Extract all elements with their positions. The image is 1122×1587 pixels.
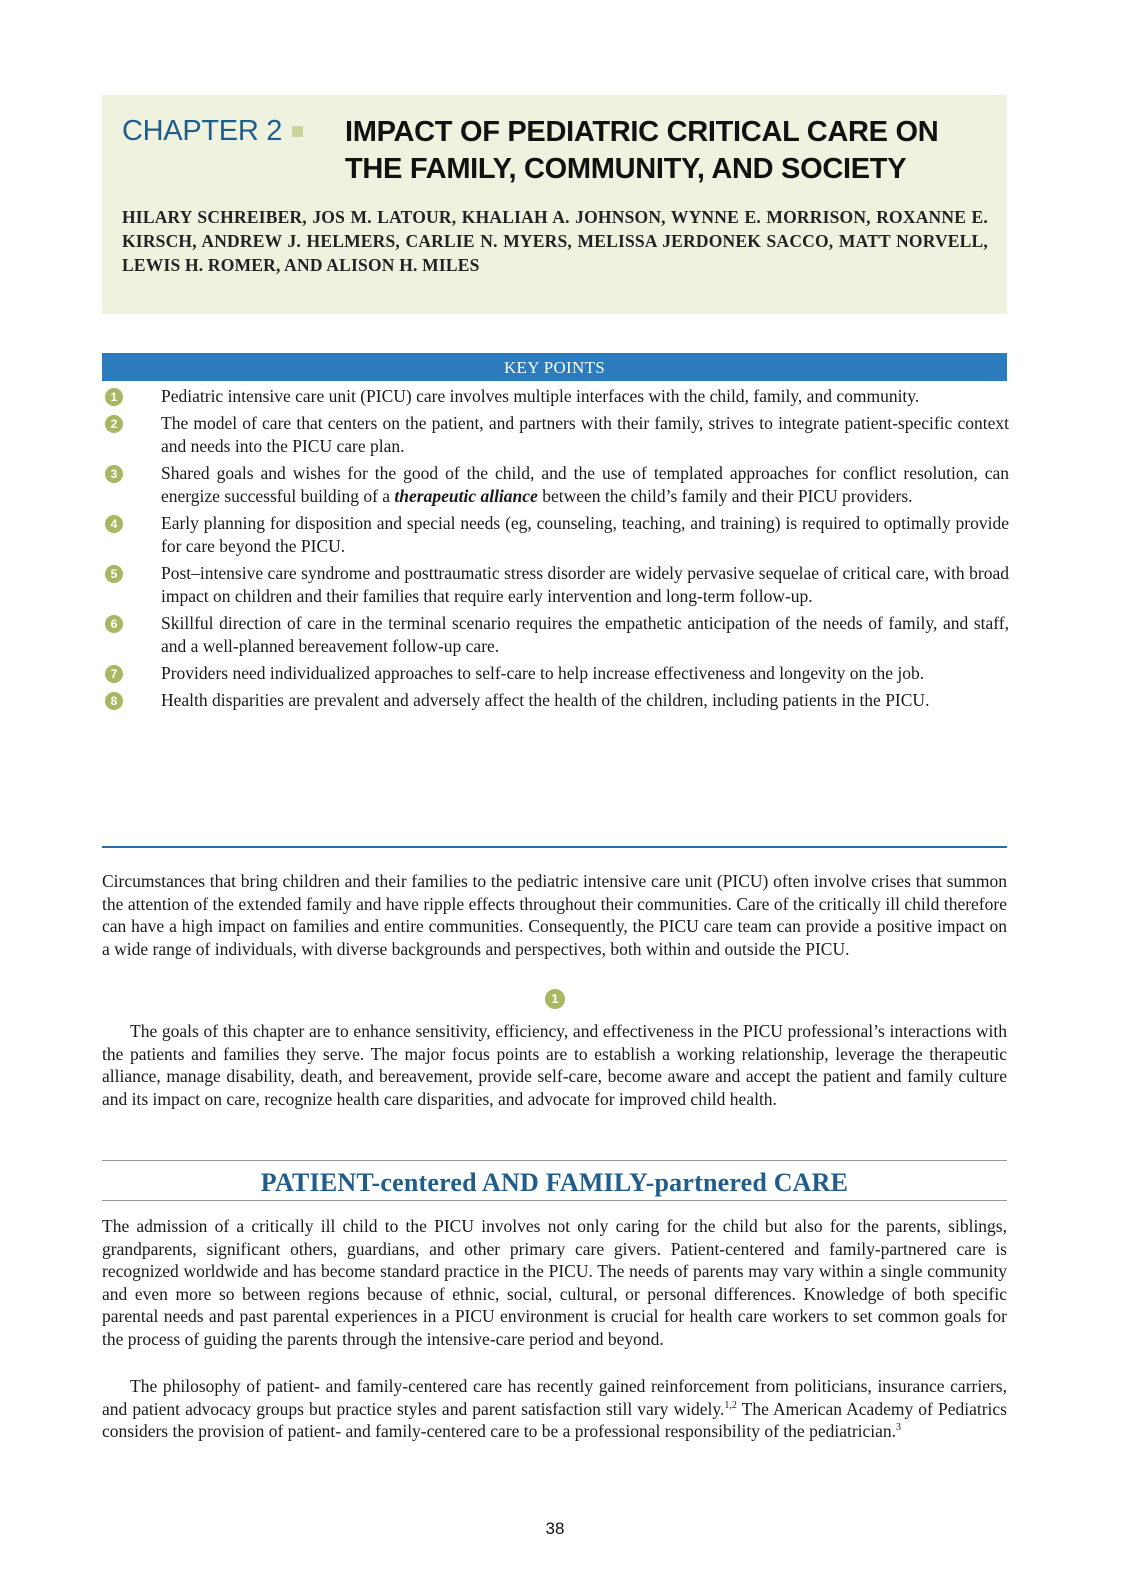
key-point-item (102, 412, 1009, 458)
chapter-header (102, 95, 1007, 314)
key-points-list (102, 385, 1009, 716)
key-point-item (102, 662, 1009, 685)
key-point-item (102, 462, 1009, 508)
key-point-text: Skillful direction of care in the terminal scenario requires the empathetic anticipation of the needs of family, and staff, and a well-planned bereavement follow-up care. (161, 613, 1009, 656)
number-badge-icon: 8 (105, 692, 123, 710)
section-heading: PATIENT-centered AND FAMILY-partnered CARE (260, 1168, 849, 1197)
number-badge-icon: 3 (105, 465, 123, 483)
key-point-item (102, 512, 1009, 558)
philosophy-paragraph (102, 1375, 1007, 1443)
key-point-text: The model of care that centers on the patient, and partners with their family, strives to integrate patient-specific context and needs into the PICU care plan. (161, 413, 1009, 456)
paragraph-text: The philosophy of patient- and family-centered care has recently gained reinforcement from politicians, insurance carriers, and patient advocacy groups but practice styles and parent satisfaction still vary widely. (102, 1376, 1007, 1419)
key-point-text: Shared goals and wishes for the good of the child, and the use of templated approaches for conflict resolution, can energize successful building of a (161, 463, 1009, 506)
key-point-text: Pediatric intensive care unit (PICU) care involves multiple interfaces with the child, family, and community. (161, 386, 920, 406)
section-paragraph: The admission of a critically ill child to the PICU involves not only caring for the child but also for the parents, siblings, grandparents, significant others, guardians, and other primary care givers. Patient-centered and family-partnered care is recognized worldwide and has become standard practice in the PICU. The needs of parents may vary within a single community and even more so between regions because of ethnic, social, cultural, or personal differences. Knowledge of both specific parental needs and past parental experiences in a PICU environment is crucial for health care workers to set common goals for the process of guiding the parents through the intensive-care period and beyond. (102, 1216, 1007, 1349)
section-rule-bottom (102, 1200, 1007, 1201)
number-badge-icon: 6 (105, 615, 123, 633)
number-badge-icon: 1 (105, 388, 123, 406)
author-list: HILARY SCHREIBER, JOS M. LATOUR, KHALIAH A. JOHNSON, WYNNE E. MORRISON, ROXANNE E. KIRSCH, ANDREW J. HELMERS, CARLIE N. MYERS, MELISSA JERDONEK SACCO, MATT NORVELL, LEWIS H. ROMER, AND ALISON H. MILES (122, 207, 988, 275)
key-point-item (102, 689, 1009, 712)
number-badge-icon: 2 (105, 415, 123, 433)
key-point-text: Providers need individualized approaches to self-care to help increase effectiveness and longevity on the job. (161, 663, 925, 683)
key-point-text: Health disparities are prevalent and adversely affect the health of the children, including patients in the PICU. (161, 690, 930, 710)
citation-ref: 3 (896, 1422, 902, 1434)
key-point-marker-icon: 1 (545, 989, 565, 1009)
goals-paragraph: The goals of this chapter are to enhance sensitivity, efficiency, and effectiveness in the PICU professional’s interactions with the patients and families they serve. The major focus points are to establish a working relationship, leverage the therapeutic alliance, manage disability, death, and bereavement, provide self-care, become aware and accept the patient and family culture and its impact on care, recognize health care disparities, and advocate for improved child health. (102, 1021, 1007, 1109)
key-point-item (102, 562, 1009, 608)
key-point-emphasis: therapeutic alliance (394, 486, 538, 506)
chapter-label (122, 115, 303, 148)
key-points-divider (102, 846, 1007, 848)
page-number: 38 (545, 1519, 565, 1538)
number-badge-icon: 5 (105, 565, 123, 583)
square-bullet-icon (292, 126, 303, 137)
section-rule-top (102, 1160, 1007, 1161)
number-badge-icon: 4 (105, 515, 123, 533)
paragraph-text: The American Academy of Pediatrics considers the provision of patient- and family-centered care to be a professional responsibility of the pediatrician. (102, 1398, 1007, 1442)
key-point-text: Early planning for disposition and special needs (eg, counseling, teaching, and training) is required to optimally provide for care beyond the PICU. (161, 513, 1009, 556)
key-point-text: Post–intensive care syndrome and posttraumatic stress disorder are widely pervasive sequelae of critical care, with broad impact on children and their families that require early intervention and long-term follow-up. (161, 563, 1009, 606)
key-point-item (102, 385, 1009, 408)
citation-ref: 1,2 (724, 1399, 737, 1411)
chapter-number: CHAPTER 2 (122, 115, 283, 147)
key-points-heading: KEY POINTS (102, 353, 1007, 381)
intro-paragraph: Circumstances that bring children and their families to the pediatric intensive care unit (PICU) often involve crises that summon the attention of the extended family and have ripple effects throughout their communities. Care of the critically ill child therefore can have a high impact on families and entire communities. Consequently, the PICU care team can provide a positive impact on a wide range of individuals, with diverse backgrounds and perspectives, both within and outside the PICU. (102, 871, 1007, 959)
key-point-item (102, 612, 1009, 658)
key-point-text: between the child’s family and their PICU providers. (537, 486, 913, 506)
number-badge-icon: 7 (105, 665, 123, 683)
chapter-title: IMPACT OF PEDIATRIC CRITICAL CARE ON THE FAMILY, COMMUNITY, AND SOCIETY (345, 116, 939, 185)
